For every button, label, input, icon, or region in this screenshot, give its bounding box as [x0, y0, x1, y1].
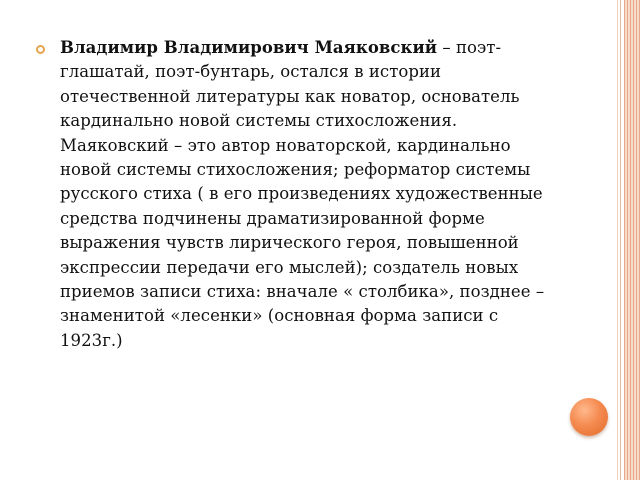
bullet-paragraph	[60, 36, 558, 353]
bullet-item	[36, 36, 558, 353]
paragraph-text: – поэт-глашатай, поэт-бунтарь, остался в истории отечественной литературы как новатор, основатель кардинально новой системы стихосложения. Маяковский – это автор новаторской, кардинально новой системы стихосложения; реформатор системы русского стиха ( в его произведениях художественные средства подчинены драматизированной форме выражения чувств лирического героя, повышенной экспрессии передачи его мыслей); создатель новых приемов записи стиха: вначале « столбика», позднее –знаменитой «лесенки» (основная форма записи с 1923г.)	[60, 38, 545, 350]
poet-name: Владимир Владимирович Маяковский	[60, 38, 438, 57]
circle-bullet-icon	[36, 45, 45, 54]
decorative-right-border	[624, 0, 640, 480]
orange-circle-decoration	[570, 398, 608, 436]
